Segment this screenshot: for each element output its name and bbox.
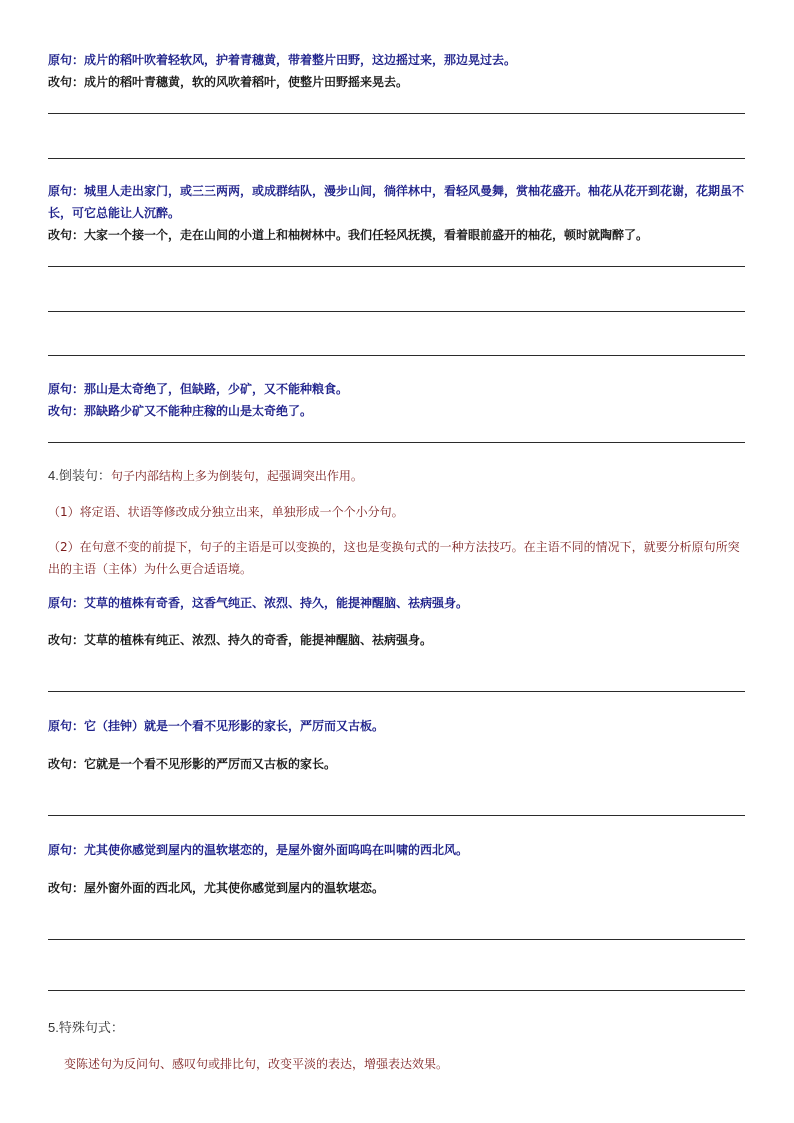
revised-sentence: 改句：成片的稻叶青穗黄，软的风吹着稻叶，使整片田野摇来晃去。 — [48, 75, 409, 89]
original-sentence: 原句：它（挂钟）就是一个看不见形影的家长，严厉而又古板。 — [48, 719, 385, 733]
answer-line — [48, 355, 745, 356]
answer-line — [48, 691, 745, 692]
original-sentence: 原句：那山是太奇绝了，但缺路，少矿，又不能种粮食。 — [48, 382, 349, 396]
original-sentence: 原句：尤其使你感觉到屋内的温软堪恋的，是屋外窗外面呜呜在叫啸的西北风。 — [48, 843, 469, 857]
answer-line — [48, 990, 745, 991]
answer-line — [48, 113, 745, 114]
section-4-description: 句子内部结构上多为倒装句，起强调突出作用。 — [110, 469, 363, 483]
answer-line — [48, 442, 745, 443]
answer-line — [48, 815, 745, 816]
section-5-title: 5.特殊句式： — [48, 1020, 124, 1035]
revised-sentence: 改句：那缺路少矿又不能种庄稼的山是太奇绝了。 — [48, 404, 313, 418]
revised-sentence: 改句：大家一个接一个，走在山间的小道上和柚树林中。我们任轻风抚摸，看着眼前盛开的柚花，顿时就陶醉了。 — [48, 228, 649, 242]
revised-sentence: 改句：屋外窗外面的西北风，尤其使你感觉到屋内的温软堪恋。 — [48, 881, 385, 895]
section-4-heading — [48, 465, 748, 487]
rule-2: （2）在句意不变的前提下，句子的主语是可以变换的，这也是变换句式的一种方法技巧。在主语不同的情况下，就要分析原句所突出的主语（主体）为什么更合适语境。 — [48, 540, 740, 576]
revised-sentence: 改句：它就是一个看不见形影的严厉而又古板的家长。 — [48, 757, 337, 771]
rule-1: （1）将定语、状语等修改成分独立出来，单独形成一个个小分句。 — [48, 505, 404, 519]
section-5-description: 变陈述句为反问句、感叹句或排比句，改变平淡的表达，增强表达效果。 — [64, 1057, 449, 1071]
original-sentence: 原句：城里人走出家门，或三三两两，或成群结队，漫步山间，徜徉林中，看轻风曼舞，赏柚花盛开。柚花从花开到花谢，花期虽不长，可它总能让人沉醉。 — [48, 184, 745, 220]
answer-line — [48, 266, 745, 267]
answer-line — [48, 311, 745, 312]
original-sentence: 原句：艾草的植株有奇香，这香气纯正、浓烈、持久，能提神醒脑、祛病强身。 — [48, 596, 469, 610]
answer-line — [48, 158, 745, 159]
section-4-title: 4.倒装句： — [48, 468, 111, 483]
revised-sentence: 改句：艾草的植株有纯正、浓烈、持久的奇香，能提神醒脑、祛病强身。 — [48, 633, 433, 647]
original-sentence: 原句：成片的稻叶吹着轻软风，护着青穗黄，带着整片田野，这边摇过来，那边晃过去。 — [48, 53, 517, 67]
answer-line — [48, 939, 745, 940]
